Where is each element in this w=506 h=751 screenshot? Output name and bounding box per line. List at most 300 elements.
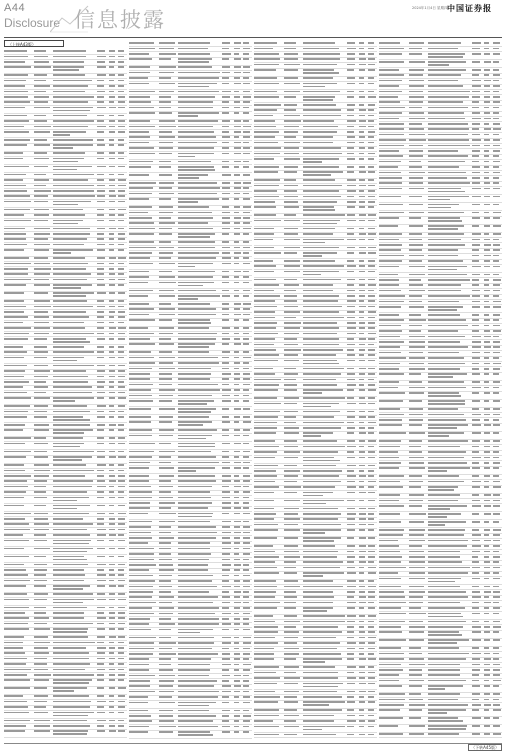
table-cell bbox=[109, 279, 115, 281]
table-cell bbox=[109, 228, 116, 230]
table-cell bbox=[222, 351, 229, 353]
table-cell bbox=[493, 653, 498, 655]
table-cell bbox=[303, 626, 337, 628]
table-cell bbox=[303, 161, 322, 163]
table-cell bbox=[484, 680, 490, 682]
table-cell bbox=[409, 613, 426, 615]
table-cell bbox=[178, 408, 216, 410]
table-cell bbox=[359, 284, 366, 286]
table-cell bbox=[284, 120, 301, 122]
table-cell bbox=[234, 702, 240, 704]
table-cell bbox=[159, 373, 172, 375]
table-cell bbox=[284, 397, 299, 399]
table-cell bbox=[303, 572, 343, 574]
table-cell bbox=[484, 653, 490, 655]
table-cell bbox=[347, 252, 353, 254]
table-cell bbox=[379, 249, 401, 251]
table-cell bbox=[428, 717, 458, 719]
table-cell bbox=[428, 217, 460, 219]
table-cell bbox=[234, 206, 241, 208]
table-cell bbox=[379, 284, 399, 286]
table-cell bbox=[4, 115, 27, 117]
table-cell bbox=[222, 263, 230, 265]
table-cell bbox=[368, 596, 375, 598]
table-cell bbox=[118, 416, 124, 418]
table-cell bbox=[347, 53, 354, 55]
table-cell bbox=[129, 526, 151, 528]
table-cell bbox=[359, 621, 365, 623]
table-cell bbox=[109, 107, 116, 109]
table-cell bbox=[368, 190, 375, 192]
table-cell bbox=[159, 193, 175, 195]
table-cell bbox=[368, 136, 374, 138]
table-cell bbox=[368, 239, 373, 241]
table-cell bbox=[118, 381, 124, 383]
table-cell bbox=[4, 574, 28, 576]
table-cell bbox=[97, 658, 105, 660]
table-cell bbox=[484, 664, 491, 666]
table-cell bbox=[97, 61, 104, 63]
table-cell bbox=[222, 295, 229, 297]
table-cell bbox=[284, 196, 299, 198]
table-cell bbox=[379, 451, 398, 453]
table-row bbox=[379, 732, 502, 738]
table-cell bbox=[34, 540, 47, 542]
table-cell bbox=[284, 311, 300, 313]
table-cell bbox=[234, 467, 241, 469]
table-cell bbox=[178, 435, 212, 437]
table-cell bbox=[347, 158, 355, 160]
table-cell bbox=[254, 96, 279, 98]
table-cell bbox=[493, 699, 499, 701]
table-cell bbox=[234, 142, 241, 144]
table-cell bbox=[493, 188, 500, 190]
table-cell bbox=[484, 462, 490, 464]
table-cell bbox=[359, 586, 366, 588]
table-cell bbox=[284, 518, 301, 520]
table-cell bbox=[159, 575, 172, 577]
table-cell bbox=[234, 351, 239, 353]
table-cell bbox=[254, 311, 275, 313]
table-cell bbox=[118, 397, 125, 399]
table-cell bbox=[222, 710, 230, 712]
table-cell bbox=[222, 462, 230, 464]
table-cell bbox=[284, 734, 297, 736]
table-cell bbox=[409, 96, 424, 98]
table-cell bbox=[359, 120, 366, 122]
table-cell bbox=[254, 300, 275, 302]
table-cell bbox=[359, 572, 365, 574]
table-cell bbox=[359, 607, 365, 609]
table-cell bbox=[234, 669, 240, 671]
table-cell bbox=[303, 77, 332, 79]
table-cell bbox=[53, 316, 88, 318]
table-cell bbox=[284, 709, 297, 711]
table-cell bbox=[409, 419, 424, 421]
table-cell bbox=[243, 507, 249, 509]
table-cell bbox=[428, 244, 465, 246]
table-cell bbox=[303, 392, 322, 394]
table-cell bbox=[109, 292, 115, 294]
table-cell bbox=[4, 486, 28, 488]
table-cell bbox=[284, 344, 299, 346]
table-cell bbox=[428, 220, 462, 222]
table-cell bbox=[243, 502, 248, 504]
table-cell bbox=[472, 128, 478, 130]
table-cell bbox=[359, 247, 366, 249]
table-cell bbox=[34, 327, 51, 329]
table-cell bbox=[254, 397, 277, 399]
table-cell bbox=[34, 56, 48, 58]
table-cell bbox=[428, 368, 460, 370]
table-cell bbox=[484, 177, 490, 179]
table-cell bbox=[484, 408, 491, 410]
table-cell bbox=[234, 602, 241, 604]
table-cell bbox=[53, 712, 94, 714]
table-cell bbox=[53, 599, 94, 601]
table-cell bbox=[347, 239, 355, 241]
table-cell bbox=[34, 351, 49, 353]
table-cell bbox=[303, 252, 337, 254]
table-cell bbox=[484, 107, 490, 109]
table-cell bbox=[234, 400, 239, 402]
table-cell bbox=[4, 300, 24, 302]
table-cell bbox=[97, 652, 104, 654]
table-cell bbox=[222, 314, 228, 316]
table-cell bbox=[254, 185, 279, 187]
table-cell bbox=[234, 710, 241, 712]
table-cell bbox=[254, 104, 281, 106]
table-cell bbox=[484, 545, 490, 547]
table-cell bbox=[118, 249, 124, 251]
table-cell bbox=[254, 545, 273, 547]
table-cell bbox=[222, 507, 230, 509]
table-cell bbox=[347, 327, 356, 329]
table-cell bbox=[484, 134, 489, 136]
table-cell bbox=[118, 687, 125, 689]
table-cell bbox=[222, 389, 230, 391]
table-cell bbox=[409, 69, 425, 71]
table-cell bbox=[254, 642, 278, 644]
table-cell bbox=[4, 220, 31, 222]
table-cell bbox=[472, 177, 479, 179]
table-cell bbox=[97, 695, 104, 697]
table-cell bbox=[359, 626, 364, 628]
table-cell bbox=[222, 664, 230, 666]
table-cell bbox=[234, 429, 240, 431]
table-cell bbox=[118, 674, 125, 676]
table-cell bbox=[303, 503, 326, 505]
table-cell bbox=[34, 491, 47, 493]
table-cell bbox=[284, 701, 299, 703]
table-cell bbox=[472, 112, 480, 114]
table-cell bbox=[178, 263, 213, 265]
table-cell bbox=[118, 220, 124, 222]
table-cell bbox=[4, 725, 26, 727]
table-cell bbox=[97, 381, 105, 383]
table-cell bbox=[109, 416, 115, 418]
table-cell bbox=[4, 464, 24, 466]
table-cell bbox=[428, 330, 458, 332]
table-cell bbox=[254, 537, 277, 539]
table-cell bbox=[484, 128, 491, 130]
table-cell bbox=[484, 709, 489, 711]
table-cell bbox=[347, 567, 354, 569]
table-cell bbox=[118, 548, 125, 550]
table-cell bbox=[254, 344, 274, 346]
table-cell bbox=[284, 631, 299, 633]
table-cell bbox=[159, 421, 172, 423]
table-cell bbox=[34, 548, 50, 550]
table-cell bbox=[222, 147, 229, 149]
table-cell bbox=[368, 677, 374, 679]
table-cell bbox=[53, 464, 86, 466]
table-cell bbox=[409, 408, 424, 410]
table-cell bbox=[159, 161, 171, 163]
table-cell bbox=[409, 733, 425, 735]
table-cell bbox=[243, 653, 250, 655]
table-cell bbox=[428, 74, 461, 76]
table-cell bbox=[4, 201, 31, 203]
table-cell bbox=[284, 136, 297, 138]
table-cell bbox=[109, 730, 116, 732]
table-cell bbox=[159, 378, 173, 380]
table-cell bbox=[254, 422, 277, 424]
table-cell bbox=[472, 53, 480, 55]
table-cell bbox=[484, 505, 491, 507]
table-cell bbox=[222, 136, 230, 138]
table-cell bbox=[379, 561, 401, 563]
table-cell bbox=[34, 179, 49, 181]
table-cell bbox=[284, 271, 300, 273]
table-cell bbox=[368, 214, 375, 216]
table-cell bbox=[379, 325, 401, 327]
table-cell bbox=[359, 185, 366, 187]
table-cell bbox=[428, 403, 464, 405]
table-cell bbox=[254, 720, 273, 722]
table-cell bbox=[243, 373, 250, 375]
table-cell bbox=[484, 596, 490, 598]
table-cell bbox=[359, 153, 365, 155]
table-cell bbox=[379, 255, 404, 257]
table-cell bbox=[368, 720, 374, 722]
table-cell bbox=[254, 120, 275, 122]
table-cell bbox=[53, 107, 93, 109]
table-cell bbox=[109, 642, 114, 644]
issue-date: 2024年1月4日 星期四 bbox=[412, 6, 448, 10]
table-cell bbox=[109, 491, 115, 493]
table-cell bbox=[53, 190, 93, 192]
table-cell bbox=[347, 648, 354, 650]
table-cell bbox=[303, 290, 332, 292]
table-cell bbox=[359, 317, 364, 319]
table-cell bbox=[118, 623, 124, 625]
table-cell bbox=[254, 586, 277, 588]
table-cell bbox=[493, 513, 500, 515]
table-cell bbox=[409, 639, 424, 641]
table-cell bbox=[303, 704, 329, 706]
table-cell bbox=[368, 185, 375, 187]
table-cell bbox=[4, 376, 24, 378]
table-cell bbox=[347, 427, 355, 429]
table-cell bbox=[4, 370, 25, 372]
table-cell bbox=[409, 204, 424, 206]
table-cell bbox=[178, 169, 215, 171]
table-cell bbox=[254, 379, 281, 381]
table-cell bbox=[359, 648, 364, 650]
table-cell bbox=[129, 408, 151, 410]
table-cell bbox=[428, 712, 447, 714]
table-cell bbox=[493, 166, 499, 168]
table-cell bbox=[97, 365, 105, 367]
table-cell bbox=[53, 623, 93, 625]
table-cell bbox=[53, 636, 87, 638]
table-cell bbox=[493, 680, 500, 682]
table-cell bbox=[53, 397, 94, 399]
table-cell bbox=[53, 690, 74, 692]
table-cell bbox=[428, 128, 469, 130]
table-cell bbox=[368, 131, 375, 133]
table-cell bbox=[347, 373, 355, 375]
table-cell bbox=[284, 537, 299, 539]
table-cell bbox=[178, 731, 210, 733]
table-cell bbox=[472, 607, 479, 609]
table-cell bbox=[109, 126, 115, 128]
table-cell bbox=[428, 177, 466, 179]
table-cell bbox=[428, 642, 457, 644]
table-cell bbox=[234, 166, 239, 168]
table-cell bbox=[243, 421, 250, 423]
table-cell bbox=[284, 115, 301, 117]
table-cell bbox=[178, 217, 213, 219]
table-cell bbox=[53, 370, 85, 372]
table-cell bbox=[484, 85, 491, 87]
table-cell bbox=[4, 580, 30, 582]
table-cell bbox=[347, 196, 354, 198]
table-cell bbox=[428, 414, 464, 416]
table-cell bbox=[303, 142, 333, 144]
table-cell bbox=[303, 214, 344, 216]
table-cell bbox=[409, 155, 424, 157]
table-cell bbox=[484, 295, 489, 297]
table-cell bbox=[234, 542, 240, 544]
table-cell bbox=[409, 212, 425, 214]
table-cell bbox=[97, 338, 105, 340]
table-cell bbox=[303, 440, 337, 442]
table-cell bbox=[118, 636, 125, 638]
table-cell bbox=[379, 685, 402, 687]
table-cell bbox=[254, 658, 274, 660]
table-cell bbox=[34, 139, 47, 141]
table-cell bbox=[368, 311, 375, 313]
table-column bbox=[254, 40, 377, 740]
table-cell bbox=[472, 631, 480, 633]
table-cell bbox=[409, 182, 424, 184]
table-cell bbox=[4, 311, 24, 313]
table-cell bbox=[222, 228, 230, 230]
table-cell bbox=[254, 470, 276, 472]
table-cell bbox=[159, 153, 172, 155]
table-cell bbox=[472, 118, 480, 120]
table-cell bbox=[303, 615, 345, 617]
table-cell bbox=[34, 663, 47, 665]
table-cell bbox=[368, 252, 375, 254]
table-cell bbox=[409, 578, 425, 580]
table-cell bbox=[254, 677, 280, 679]
table-cell bbox=[379, 693, 405, 695]
table-cell bbox=[234, 58, 241, 60]
table-cell bbox=[243, 548, 249, 550]
table-cell bbox=[428, 207, 451, 209]
table-cell bbox=[234, 198, 240, 200]
table-cell bbox=[368, 306, 375, 308]
table-cell bbox=[34, 669, 48, 671]
table-cell bbox=[303, 115, 341, 117]
table-cell bbox=[484, 96, 490, 98]
table-cell bbox=[243, 58, 248, 60]
table-cell bbox=[222, 602, 229, 604]
table-cell bbox=[159, 408, 176, 410]
table-cell bbox=[254, 524, 278, 526]
table-cell bbox=[222, 467, 229, 469]
table-cell bbox=[118, 107, 125, 109]
table-cell bbox=[284, 104, 298, 106]
table-cell bbox=[118, 126, 124, 128]
table-cell bbox=[129, 537, 152, 539]
table-cell bbox=[129, 623, 149, 625]
table-cell bbox=[34, 574, 46, 576]
table-cell bbox=[109, 190, 115, 192]
table-cell bbox=[254, 715, 279, 717]
table-cell bbox=[97, 725, 103, 727]
table-cell bbox=[34, 228, 51, 230]
table-cell bbox=[129, 378, 150, 380]
table-cell bbox=[347, 457, 355, 459]
table-cell bbox=[428, 408, 458, 410]
table-cell bbox=[97, 701, 105, 703]
table-cell bbox=[493, 419, 498, 421]
table-cell bbox=[428, 325, 468, 327]
table-cell bbox=[178, 416, 209, 418]
table-cell bbox=[493, 61, 499, 63]
table-cell bbox=[484, 61, 491, 63]
table-cell bbox=[4, 480, 27, 482]
table-cell bbox=[178, 338, 216, 340]
table-cell bbox=[303, 411, 340, 413]
table-cell bbox=[379, 336, 400, 338]
table-cell bbox=[109, 405, 115, 407]
table-cell bbox=[234, 295, 240, 297]
table-cell bbox=[129, 357, 154, 359]
table-cell bbox=[284, 201, 298, 203]
table-cell bbox=[53, 115, 86, 117]
table-cell bbox=[493, 500, 500, 502]
table-cell bbox=[97, 85, 104, 87]
table-cell bbox=[109, 585, 116, 587]
table-cell bbox=[379, 586, 401, 588]
table-cell bbox=[347, 306, 355, 308]
table-cell bbox=[493, 693, 500, 695]
table-cell bbox=[303, 432, 332, 434]
table-cell bbox=[347, 360, 355, 362]
table-cell bbox=[234, 553, 240, 555]
table-cell bbox=[53, 61, 84, 63]
table-cell bbox=[243, 575, 250, 577]
table-cell bbox=[97, 486, 106, 488]
table-cell bbox=[472, 626, 480, 628]
table-cell bbox=[303, 220, 340, 222]
table-cell bbox=[359, 567, 364, 569]
